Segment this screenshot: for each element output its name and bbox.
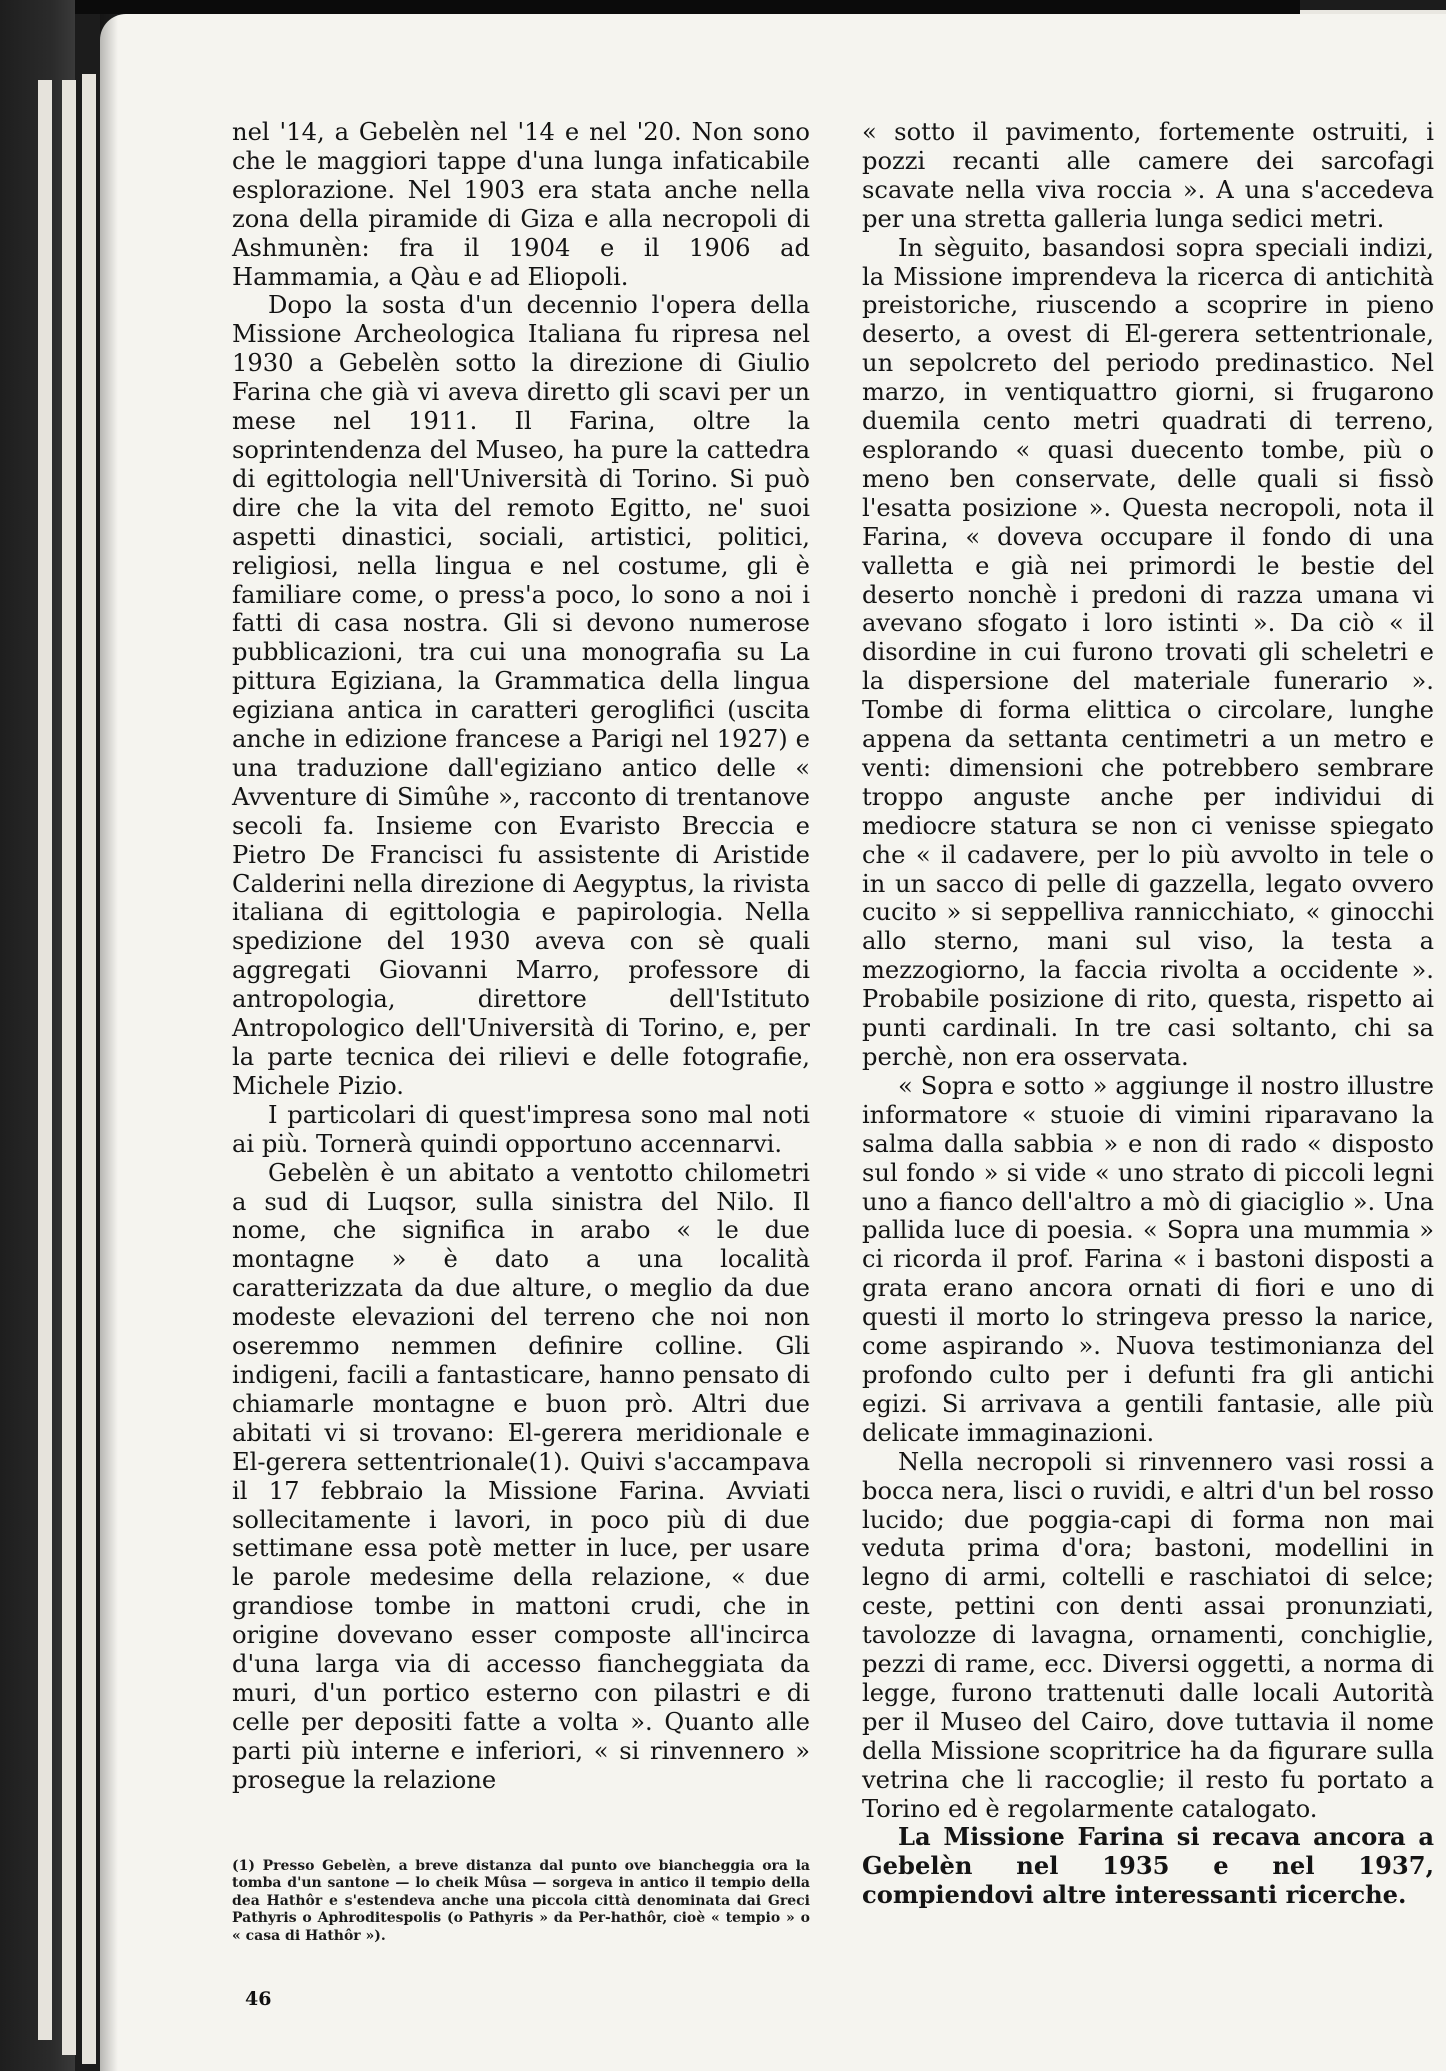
page-gutter-shadow bbox=[100, 14, 118, 2071]
scan-top-border bbox=[0, 0, 1300, 14]
paragraph: « Sopra e sotto » aggiunge il nostro illustre informatore « stuoie di vimini riparavano la salma dalla sabbia » e non di rado « disposto sul fondo » si vide « uno strato di piccoli legni uno a fianco dell'altro a mò di giaciglio ». Una pallida luce di poesia. « Sopra una mummia » ci ricorda il prof. Farina « i bastoni disposti a grata erano ancora ornati di fiori e uno di questi il morto lo stringeva presso la narice, come aspirando ». Nuova testimonianza del profondo culto per i defunti fra gli antichi egizi. Si arrivava a gentili fantasie, alle più delicate immaginazioni. bbox=[862, 1071, 1434, 1447]
paragraph: In sèguito, basandosi sopra speciali indizi, la Missione imprendeva la ricerca di antichità preistoriche, riuscendo a scoprire in pieno deserto, a ovest di El-gerera settentrionale, un sepolcreto del periodo predinastico. Nel marzo, in ventiquattro giorni, si frugarono duemila cento metri quadrati di terreno, esplorando « quasi duecento tombe, più o meno ben conservate, delle quali si fissò l'esatta posizione ». Questa necropoli, nota il Farina, « doveva occupare il fondo di una valletta e già nei primordi le bestie del deserto nonchè i predoni di razza umana vi avevano sfogato i loro istinti ». Da ciò « il disordine in cui furono trovati gli scheletri e la dispersione del materiale funerario ». Tombe di forma elittica o circolare, lunghe appena da settanta centimetri a un metro e venti: dimensioni che potrebbero sembrare troppo anguste anche per individui di mediocre statura se non ci venisse spiegato che « il cadavere, per lo più avvolto in tele o in un sacco di pelle di gazzella, legato ovvero cucito » si seppelliva rannicchiato, « ginocchi allo sterno, mani sul viso, la testa a mezzogiorno, la faccia rivolta a occidente ». Probabile posizione di rito, questa, rispetto ai punti cardinali. In tre casi soltanto, chi sa perchè, non era osservata. bbox=[862, 233, 1434, 1071]
page-edge-stripe bbox=[62, 80, 76, 2055]
paragraph: La Missione Farina si recava ancora a Gebelèn nel 1935 e nel 1937, compiendovi altre interessanti ricerche. bbox=[862, 1822, 1434, 1910]
paragraph: Dopo la sosta d'un decennio l'opera della Missione Archeologica Italiana fu ripresa nel 1930 a Gebelèn sotto la direzione di Giulio Farina che già vi aveva diretto gli scavi per un mese nel 1911. Il Farina, oltre la soprintendenza del Museo, ha pure la cattedra di egittologia nell'Università di Torino. Si può dire che la vita del remoto Egitto, ne' suoi aspetti dinastici, sociali, artistici, politici, religiosi, nella lingua e nel costume, gli è familiare come, o press'a poco, lo sono a noi i fatti di casa nostra. Gli si devono numerose pubblicazioni, tra cui una monografia su La pittura Egiziana, la Grammatica della lingua egiziana antica in caratteri geroglifici (uscita anche in edizione francese a Parigi nel 1927) e una traduzione dall'egiziano antico delle « Avventure di Simûhe », racconto di trentanove secoli fa. Insieme con Evaristo Breccia e Pietro De Francisci fu assistente di Aristide Calderini nella direzione di Aegyptus, la rivista italiana di egittologia e papirologia. Nella spedizione del 1930 aveva con sè quali aggregati Giovanni Marro, professore di antropologia, direttore dell'Istituto Antropologico dell'Università di Torino, e, per la parte tecnica dei rilievi e delle fotografie, Michele Pizio. bbox=[232, 291, 810, 1100]
paragraph: Gebelèn è un abitato a ventotto chilometri a sud di Luqsor, sulla sinistra del Nilo. Il nome, che significa in arabo « le due montagne » è dato a una località caratterizzata da due alture, o meglio da due modeste elevazioni del terreno che noi non oseremmo nemmen definire colline. Gli indigeni, facili a fantasticare, hanno pensato di chiamarle montagne e buon prò. Altri due abitati vi si trovano: El-gerera meridionale e El-gerera settentrionale(1). Quivi s'accampava il 17 febbraio la Missione Farina. Avviati sollecitamente i lavori, in poco più di due settimane essa potè metter in luce, per usare le parole medesime della relazione, « due grandiose tombe in mattoni crudi, che in origine dovevano esser composte all'incirca d'una larga via di accesso fiancheggiata da muri, d'un portico esterno con pilastri e di celle per depositi fatte a volta ». Quanto alle parti più interne e inferiori, « si rinvennero » prosegue la relazione bbox=[232, 1158, 810, 1794]
page-edge-stripe bbox=[82, 74, 96, 2064]
right-text-column bbox=[862, 118, 1434, 1910]
left-text-column bbox=[232, 118, 810, 1795]
paragraph: nel '14, a Gebelèn nel '14 e nel '20. Non sono che le maggiori tappe d'una lunga infaticabile esplorazione. Nel 1903 era stata anche nella zona della piramide di Giza e alla necropoli di Ashmunèn: fra il 1904 e il 1906 ad Hammamia, a Qàu e ad Eliopoli. bbox=[232, 118, 810, 291]
paragraph: Nella necropoli si rinvennero vasi rossi a bocca nera, lisci o ruvidi, e altri d'un bel rosso lucido; due poggia-capi di forma non mai veduta prima d'ora; bastoni, modellini in legno di armi, coltelli e raschiatoi di selce; ceste, pettini con denti assai pronunziati, tavolozze di lavagna, ornamenti, conchiglie, pezzi di rame, ecc. Diversi oggetti, a norma di legge, furono trattenuti dalle locali Autorità per il Museo del Cairo, dove tuttavia il nome della Missione scopritrice ha da figurare sulla vetrina che li raccoglie; il resto fu portato a Torino ed è regolarmente catalogato. bbox=[862, 1447, 1434, 1823]
paragraph: I particolari di quest'impresa sono mal noti ai più. Tornerà quindi opportuno accennarvi. bbox=[232, 1100, 810, 1158]
paragraph: « sotto il pavimento, fortemente ostruiti, i pozzi recanti alle camere dei sarcofagi scavate nella viva roccia ». A una s'accedeva per una stretta galleria lunga sedici metri. bbox=[862, 118, 1434, 233]
footnote: (1) Presso Gebelèn, a breve distanza dal punto ove biancheggia ora la tomba d'un santone — lo cheik Mûsa — sorgeva in antico il tempio della dea Hathôr e s'estendeva anche una piccola città denominata dai Greci Pathyris o Aphroditespolis (o Pathyris » da Per-hathôr, cioè « tempio » o « casa di Hathôr »). bbox=[232, 1858, 810, 1944]
page-number: 46 bbox=[245, 1988, 272, 2010]
page-edge-stripe bbox=[38, 80, 52, 2040]
